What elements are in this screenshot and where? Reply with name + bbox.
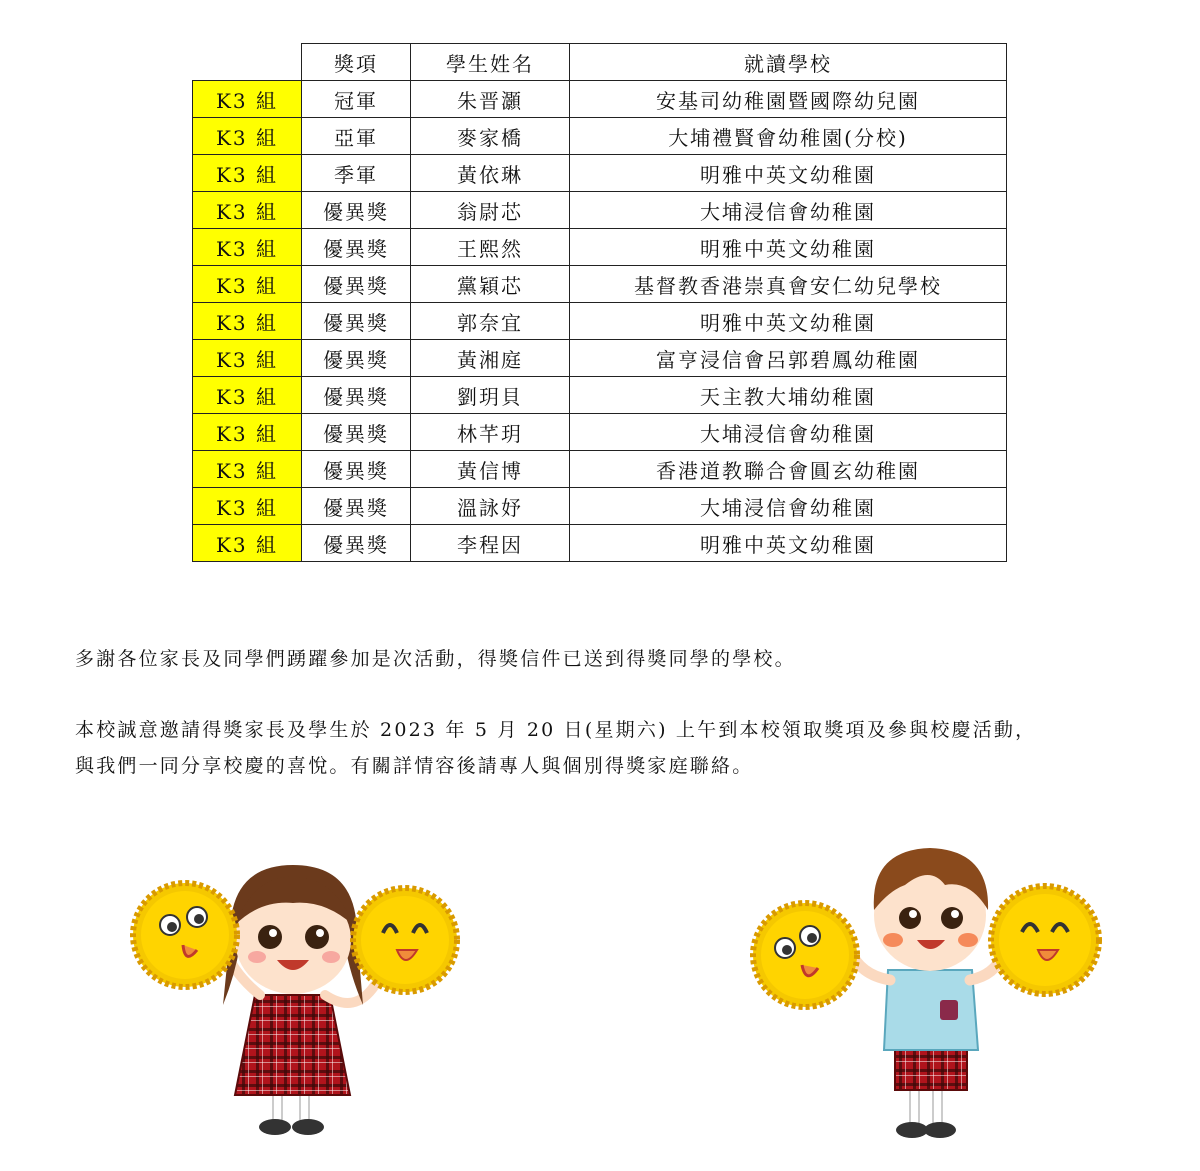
group-cell: K3 組: [193, 377, 302, 414]
group-cell: K3 組: [193, 525, 302, 562]
award-cell: 優異獎: [302, 488, 411, 525]
table-row: [193, 340, 1007, 377]
school-cell: 大埔浸信會幼稚園: [570, 488, 1007, 525]
school-cell: 安基司幼稚園暨國際幼兒園: [570, 81, 1007, 118]
award-cell: 優異獎: [302, 414, 411, 451]
school-cell: 明雅中英文幼稚園: [570, 525, 1007, 562]
invitation-paragraph: [75, 712, 1155, 784]
school-cell: 香港道教聯合會圓玄幼稚園: [570, 451, 1007, 488]
school-cell: 富亨浸信會呂郭碧鳳幼稚園: [570, 340, 1007, 377]
header-student-name: 學生姓名: [411, 44, 570, 81]
student-name-cell: 黨穎芯: [411, 266, 570, 303]
group-cell: K3 組: [193, 340, 302, 377]
thanks-text: 多謝各位家長及同學們踴躍參加是次活動，得獎信件已送到得獎同學的學校。: [75, 648, 796, 670]
group-cell: K3 組: [193, 303, 302, 340]
award-cell: 優異獎: [302, 266, 411, 303]
award-cell: 優異獎: [302, 451, 411, 488]
boy-cheerleader-icon: [740, 840, 1110, 1145]
group-cell: K3 組: [193, 192, 302, 229]
school-cell: 大埔浸信會幼稚園: [570, 192, 1007, 229]
school-cell: 基督教香港崇真會安仁幼兒學校: [570, 266, 1007, 303]
group-cell: K3 組: [193, 451, 302, 488]
table-row: [193, 525, 1007, 562]
student-name-cell: 郭奈宜: [411, 303, 570, 340]
student-name-cell: 溫詠妤: [411, 488, 570, 525]
award-cell: 亞軍: [302, 118, 411, 155]
award-cell: 冠軍: [302, 81, 411, 118]
group-cell: K3 組: [193, 81, 302, 118]
award-cell: 季軍: [302, 155, 411, 192]
school-cell: 明雅中英文幼稚園: [570, 155, 1007, 192]
award-cell: 優異獎: [302, 340, 411, 377]
table-row: [193, 414, 1007, 451]
group-cell: K3 組: [193, 155, 302, 192]
student-name-cell: 黃信博: [411, 451, 570, 488]
table-row: [193, 488, 1007, 525]
school-cell: 天主教大埔幼稚園: [570, 377, 1007, 414]
student-name-cell: 黃依琳: [411, 155, 570, 192]
table-row: [193, 118, 1007, 155]
header-school: 就讀學校: [570, 44, 1007, 81]
table-row: [193, 229, 1007, 266]
table-row: [193, 377, 1007, 414]
school-cell: 明雅中英文幼稚園: [570, 229, 1007, 266]
thanks-paragraph: [75, 641, 1155, 677]
student-name-cell: 劉玥貝: [411, 377, 570, 414]
table-header-row: [193, 44, 1007, 81]
group-cell: K3 組: [193, 118, 302, 155]
table-row: [193, 81, 1007, 118]
school-cell: 大埔浸信會幼稚園: [570, 414, 1007, 451]
table-row: [193, 303, 1007, 340]
header-award: 獎項: [302, 44, 411, 81]
award-cell: 優異獎: [302, 229, 411, 266]
table-row: [193, 451, 1007, 488]
student-name-cell: 麥家橋: [411, 118, 570, 155]
group-cell: K3 組: [193, 266, 302, 303]
school-cell: 大埔禮賢會幼稚園(分校): [570, 118, 1007, 155]
header-blank-cell: [193, 44, 302, 81]
table-row: [193, 192, 1007, 229]
award-cell: 優異獎: [302, 192, 411, 229]
table-row: [193, 155, 1007, 192]
student-name-cell: 朱晋灝: [411, 81, 570, 118]
student-name-cell: 林芊玥: [411, 414, 570, 451]
group-cell: K3 組: [193, 414, 302, 451]
school-cell: 明雅中英文幼稚園: [570, 303, 1007, 340]
girl-cheerleader-icon: [125, 855, 465, 1145]
student-name-cell: 黃湘庭: [411, 340, 570, 377]
awards-table: [192, 43, 1007, 562]
student-name-cell: 翁尉芯: [411, 192, 570, 229]
invitation-line-1: 本校誠意邀請得獎家長及學生於 2023 年 5 月 20 日(星期六) 上午到本校領取獎項及參與校慶活動，: [75, 719, 1037, 741]
student-name-cell: 王熙然: [411, 229, 570, 266]
invitation-line-2: 與我們一同分享校慶的喜悅。有關詳情容後請專人與個別得獎家庭聯絡。: [75, 755, 754, 777]
group-cell: K3 組: [193, 488, 302, 525]
group-cell: K3 組: [193, 229, 302, 266]
student-name-cell: 李程因: [411, 525, 570, 562]
award-cell: 優異獎: [302, 377, 411, 414]
awards-table-body: [193, 44, 1007, 562]
award-cell: 優異獎: [302, 525, 411, 562]
table-row: [193, 266, 1007, 303]
award-cell: 優異獎: [302, 303, 411, 340]
